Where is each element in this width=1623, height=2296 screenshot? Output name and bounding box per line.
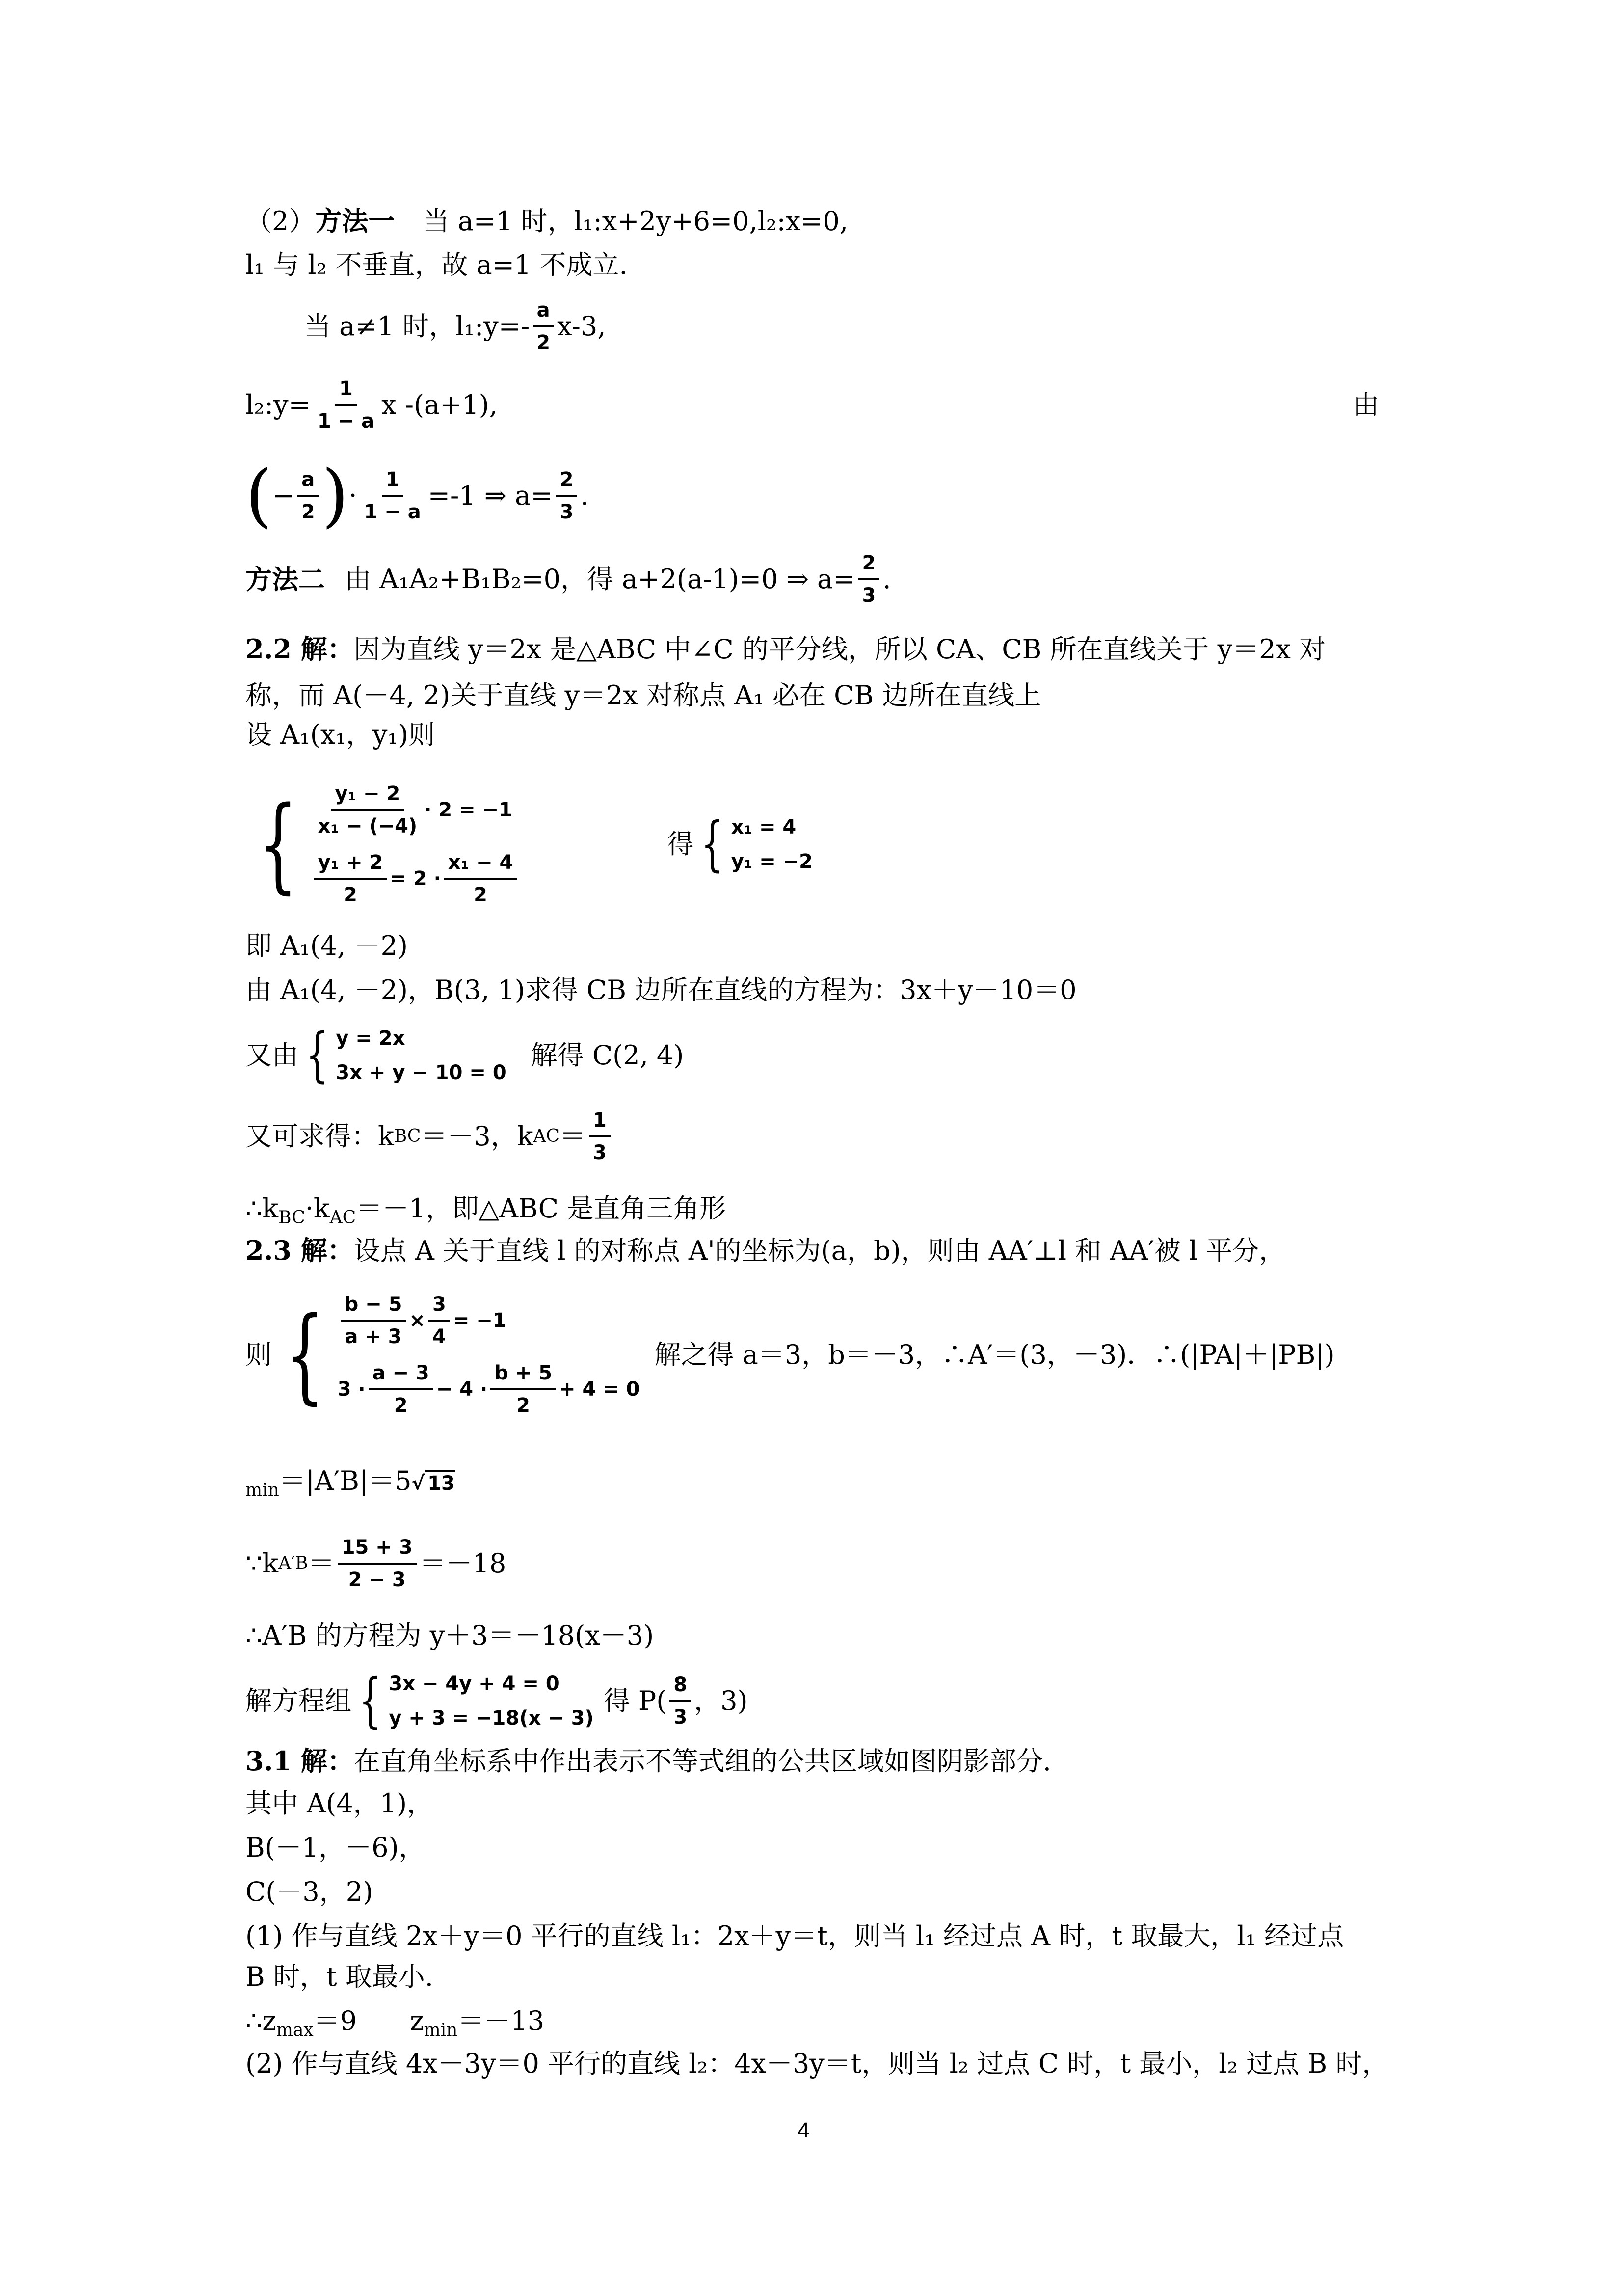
text: ＝－1，即△ABC 是直角三角形 — [356, 1193, 726, 1224]
text: 解方程组 — [245, 1685, 351, 1716]
fraction — [314, 849, 387, 908]
method-two-title: 方法二 — [245, 564, 325, 595]
text: ＝－13 — [457, 2005, 545, 2036]
s22-line1 — [245, 633, 1326, 665]
denominator: 3 — [862, 584, 876, 607]
method-two-text: 由 A₁A₂+B₁B₂=0，得 a+2(a-1)=0 ⇒ a= — [345, 564, 855, 594]
fraction — [338, 1534, 417, 1593]
brace: { — [306, 1021, 329, 1089]
numerator: 1 — [382, 466, 403, 497]
text: − 4 · — [436, 1378, 488, 1401]
text: ∴z — [245, 2005, 276, 2036]
brace: { — [285, 1295, 324, 1415]
s22-line7 — [245, 1105, 613, 1168]
text: x-3, — [557, 311, 606, 342]
s31-line8: (2) 作与直线 4x－3y＝0 平行的直线 l₂：4x－3y＝t，则当 l₂ 过点 C 时，t 最小，l₂ 过点 B 时， — [245, 2048, 1389, 2079]
times: × — [409, 1309, 426, 1332]
denominator: 3 — [593, 1141, 607, 1164]
s23-min-line — [245, 1465, 455, 1506]
text: 又可求得：k — [245, 1121, 394, 1152]
text: 又由 — [245, 1040, 298, 1071]
s31-line1 — [245, 1745, 1051, 1777]
text: =-1 ⇒ a= — [427, 480, 553, 511]
method-one-title: 方法一 — [315, 205, 395, 237]
brace: { — [701, 810, 724, 878]
denominator: 4 — [432, 1325, 446, 1348]
a-not-1-line — [304, 295, 606, 358]
subscript: min — [424, 2020, 458, 2040]
text: ＝－18 — [419, 1548, 506, 1579]
page-number: 4 — [798, 2118, 810, 2142]
text: 当 a≠1 时，l₁:y=- — [304, 311, 530, 342]
text: ∵k — [245, 1548, 279, 1579]
text: = −1 — [452, 1309, 506, 1332]
result-row-2: y₁ = −2 — [731, 850, 813, 873]
s22-line4: 即 A₁(4, －2) — [245, 930, 408, 961]
dot: · — [348, 480, 357, 511]
system-row-2 — [311, 849, 520, 908]
right-paren: ) — [321, 456, 349, 536]
s23-solve-line — [245, 1664, 748, 1738]
s31-label: 3.1 解： — [245, 1745, 354, 1777]
numerator: 8 — [669, 1672, 691, 1702]
s22-line5: 由 A₁(4, －2)，B(3, 1)求得 CB 边所在直线的方程为：3x＋y－10＝0 — [245, 974, 1077, 1005]
numerator: 3 — [428, 1291, 450, 1322]
text: 3 · — [337, 1378, 366, 1401]
s31-line7 — [245, 2005, 544, 2046]
text: x -(a+1), — [381, 389, 498, 420]
fraction — [556, 466, 578, 525]
s22-system — [245, 773, 813, 916]
s23-line1 — [245, 1235, 1285, 1267]
denominator: 2 — [516, 1394, 531, 1417]
denominator: 2 — [301, 501, 315, 523]
fraction — [297, 466, 319, 525]
system-row-1: y = 2x — [336, 1027, 405, 1050]
text: 因为直线 y＝2x 是△ABC 中∠C 的平分线，所以 CA、CB 所在直线关于 y＝2x 对 — [353, 634, 1326, 665]
fraction — [428, 1291, 450, 1350]
subscript: max — [276, 2020, 314, 2040]
fraction — [314, 781, 422, 839]
s23-slope-line — [245, 1532, 506, 1595]
part-label: （2） — [245, 206, 316, 237]
denominator: 2 — [474, 884, 487, 906]
s31-line6: B 时，t 取最小. — [245, 1961, 433, 1992]
text: 在直角坐标系中作出表示不等式组的公共区域如图阴影部分. — [353, 1746, 1051, 1777]
fraction — [360, 466, 425, 525]
s22-line3: 设 A₁(x₁，y₁)则 — [245, 719, 435, 750]
text: ＝ — [559, 1121, 586, 1152]
subscript: BC — [394, 1126, 421, 1146]
s23-line-eq: ∴A′B 的方程为 y＋3＝－18(x－3) — [245, 1620, 654, 1651]
subscript: A′B — [278, 1553, 308, 1573]
numerator: b − 5 — [341, 1291, 406, 1322]
text: ，3) — [694, 1685, 748, 1716]
system-row-2 — [338, 1360, 640, 1419]
fraction — [369, 1360, 433, 1419]
text: · 2 = −1 — [424, 799, 512, 821]
text: . — [580, 480, 589, 511]
perpendicular-condition-line — [245, 456, 589, 536]
denominator: 1 − a — [317, 410, 375, 432]
numerator: a − 3 — [369, 1360, 433, 1390]
s22-label: 2.2 解： — [245, 633, 354, 665]
text: ＝|A′B|＝5 — [279, 1465, 412, 1496]
system-row-2: y + 3 = −18(x − 3) — [389, 1707, 594, 1729]
text: 得 P( — [603, 1685, 667, 1716]
method-one-line — [245, 205, 848, 237]
text: ∴k — [245, 1193, 279, 1224]
system-rows — [389, 1668, 593, 1734]
text: 则 — [245, 1339, 272, 1370]
numerator: x₁ − 4 — [444, 849, 517, 880]
l2-equation-line — [245, 373, 1379, 437]
s22-line6 — [245, 1021, 684, 1090]
fraction — [669, 1672, 691, 1730]
sqrt-radicand: 13 — [425, 1470, 455, 1495]
numerator: 15 + 3 — [338, 1534, 417, 1565]
text: ＝9 z — [313, 2005, 424, 2036]
brace: { — [359, 1667, 382, 1735]
s31-line3: B(－1，－6)， — [245, 1832, 426, 1863]
result-label: 得 — [667, 829, 694, 860]
method-one-text: 当 a=1 时，l₁:x+2y+6=0,l₂:x=0, — [423, 206, 849, 237]
text: = 2 · — [390, 867, 441, 890]
brace: { — [258, 784, 298, 904]
text: 解得 C(2, 4) — [531, 1040, 684, 1071]
denominator: 2 — [394, 1394, 408, 1417]
text: + 4 = 0 — [559, 1378, 640, 1401]
s23-label: 2.3 解： — [245, 1235, 354, 1266]
fraction — [341, 1291, 406, 1350]
system-rows — [311, 781, 520, 908]
fraction — [589, 1107, 611, 1166]
sqrt-symbol: √ — [411, 1472, 425, 1495]
denominator: 1 − a — [364, 501, 421, 523]
numerator: 1 — [589, 1107, 611, 1137]
result-rows — [731, 811, 813, 877]
fraction — [444, 849, 517, 908]
system-rows — [338, 1291, 640, 1419]
numerator: a — [297, 466, 319, 497]
numerator: b + 5 — [490, 1360, 556, 1390]
denominator: 2 — [536, 331, 551, 354]
text: 解之得 a＝3，b＝－3，∴A′＝(3，－3)．∴(|PA|＋|PB|) — [654, 1339, 1335, 1370]
text: . — [882, 564, 891, 594]
fraction — [858, 550, 879, 609]
text: ·k — [305, 1193, 330, 1224]
subscript: min — [245, 1480, 279, 1500]
s31-line5: (1) 作与直线 2x＋y＝0 平行的直线 l₁：2x＋y＝t，则当 l₁ 经过点 A 时，t 取最大，l₁ 经过点 — [245, 1920, 1344, 1951]
system-row-1 — [311, 781, 520, 839]
numerator: y₁ − 2 — [331, 781, 404, 811]
s31-line2: 其中 A(4，1)， — [245, 1788, 434, 1819]
text: ＝－3，k — [421, 1121, 533, 1152]
system-row-2: 3x + y − 10 = 0 — [336, 1061, 506, 1084]
system-row-1 — [338, 1291, 640, 1350]
numerator: 2 — [858, 550, 879, 580]
denominator: 3 — [673, 1706, 688, 1729]
fraction — [532, 297, 554, 356]
left-paren: ( — [245, 456, 272, 536]
fraction — [490, 1360, 556, 1419]
numerator: 1 — [335, 376, 357, 406]
subscript: AC — [533, 1126, 560, 1146]
denominator: x₁ − (−4) — [318, 815, 418, 837]
text: l₂:y= — [245, 389, 311, 420]
system-rows — [336, 1023, 506, 1088]
denominator: a + 3 — [345, 1325, 402, 1348]
text: 设点 A 关于直线 l 的对称点 A'的坐标为(a，b)，则由 AA′⊥l 和 AA′被 l 平分， — [353, 1235, 1286, 1266]
fraction — [314, 376, 378, 434]
subscript: AC — [329, 1208, 356, 1228]
text: ＝ — [308, 1548, 335, 1579]
denominator: 2 − 3 — [348, 1568, 406, 1591]
denominator: 2 — [344, 884, 357, 906]
system-row-1: 3x − 4y + 4 = 0 — [389, 1673, 559, 1695]
s22-line2: 称，而 A(－4, 2)关于直线 y＝2x 对称点 A₁ 必在 CB 边所在直线上 — [245, 680, 1041, 711]
subscript: BC — [278, 1208, 305, 1228]
minus: − — [272, 480, 294, 511]
s23-system — [245, 1281, 1335, 1429]
s22-line8 — [245, 1193, 726, 1234]
numerator: a — [533, 297, 554, 327]
numerator: 2 — [556, 466, 578, 497]
method-two-line — [245, 547, 891, 611]
result-row-1: x₁ = 4 — [731, 816, 797, 838]
s31-line4: C(－3，2) — [245, 1876, 373, 1907]
not-perpendicular-line: l₁ 与 l₂ 不垂直，故 a=1 不成立. — [245, 249, 628, 280]
denominator: 3 — [559, 501, 574, 523]
numerator: y₁ + 2 — [314, 849, 387, 880]
text-right: 由 — [1353, 389, 1379, 420]
